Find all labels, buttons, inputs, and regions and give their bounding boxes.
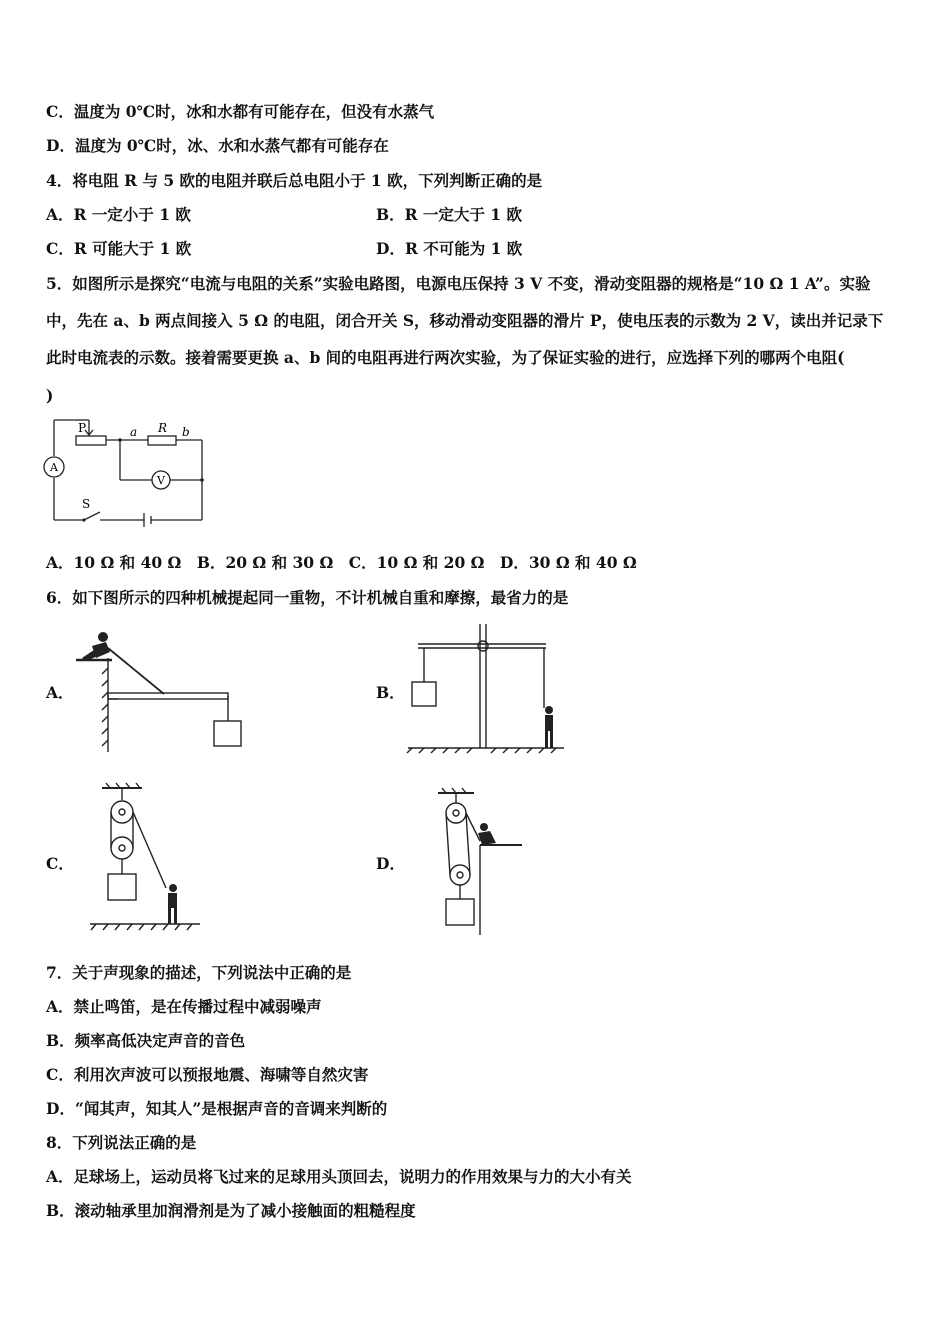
q5-stem-line-2: 中，先在 a、b 两点间接入 5 Ω 的电阻，闭合开关 S，移动滑动变阻器的滑片 P，使电压表的示数为 2 V，读出并记录下 bbox=[46, 311, 884, 330]
q4-option-c: C．R 可能大于 1 欧 bbox=[46, 239, 192, 258]
q8-stem: 8．下列说法正确的是 bbox=[46, 1133, 197, 1152]
circuit-label-p: P bbox=[78, 421, 87, 435]
q6-figure-c-pulley-block bbox=[82, 782, 212, 934]
q7-stem: 7．关于声现象的描述，下列说法中正确的是 bbox=[46, 963, 352, 982]
q6-stem: 6．如下图所示的四种机械提起同一重物，不计机械自重和摩擦，最省力的是 bbox=[46, 588, 569, 607]
circuit-label-r: R bbox=[158, 421, 168, 435]
q6-label-c: C． bbox=[46, 854, 74, 873]
q5-options: A．10 Ω 和 40 Ω B．20 Ω 和 30 Ω C．10 Ω 和 20 Ω D．30 Ω 和 40 Ω bbox=[46, 553, 637, 572]
q6-figure-d-pulley-block bbox=[432, 785, 532, 937]
q7-option-a: A．禁止鸣笛，是在传播过程中减弱噪声 bbox=[46, 997, 322, 1016]
q5-stem-line-1: 5．如图所示是探究“电流与电阻的关系”实验电路图，电源电压保持 3 V 不变，滑动变阻器的规格是“10 Ω 1 A”。实验 bbox=[46, 274, 871, 293]
circuit-label-b: b bbox=[182, 425, 190, 439]
circuit-label-s: S bbox=[82, 497, 91, 511]
q8-option-a: A．足球场上，运动员将飞过来的足球用头顶回去，说明力的作用效果与力的大小有关 bbox=[46, 1167, 632, 1186]
circuit-label-a: a bbox=[130, 425, 138, 439]
q3-option-c: C．温度为 0℃时，冰和水都有可能存在，但没有水蒸气 bbox=[46, 102, 435, 121]
q4-option-d: D．R 不可能为 1 欧 bbox=[376, 239, 523, 258]
q7-option-b: B．频率高低决定声音的音色 bbox=[46, 1031, 246, 1050]
q7-option-d: D．“闻其声，知其人”是根据声音的音调来判断的 bbox=[46, 1099, 388, 1118]
q6-figure-b-wheel-axle bbox=[402, 622, 572, 757]
q6-label-b: B． bbox=[376, 683, 405, 702]
q8-option-b: B．滚动轴承里加润滑剂是为了减小接触面的粗糙程度 bbox=[46, 1201, 416, 1220]
q3-option-d: D．温度为 0℃时，冰、水和水蒸气都有可能存在 bbox=[46, 136, 389, 155]
q5-stem-line-3: 此时电流表的示数。接着需要更换 a、b 间的电阻再进行两次实验，为了保证实验的进行，应选择下列的哪两个电阻( bbox=[46, 348, 845, 367]
circuit-label-v: V bbox=[157, 474, 165, 487]
q6-label-a: A． bbox=[46, 683, 74, 702]
circuit-label-a-meter: A bbox=[50, 461, 58, 474]
q4-stem: 4．将电阻 R 与 5 欧的电阻并联后总电阻小于 1 欧，下列判断正确的是 bbox=[46, 171, 543, 190]
q6-figure-a-lever bbox=[72, 628, 252, 753]
q4-option-a: A．R 一定小于 1 欧 bbox=[46, 205, 191, 224]
q5-stem-line-4: ) bbox=[46, 386, 54, 405]
q7-option-c: C．利用次声波可以预报地震、海啸等自然灾害 bbox=[46, 1065, 369, 1084]
q5-circuit-diagram bbox=[40, 412, 220, 530]
q4-option-b: B．R 一定大于 1 欧 bbox=[376, 205, 522, 224]
q6-label-d: D． bbox=[376, 854, 405, 873]
